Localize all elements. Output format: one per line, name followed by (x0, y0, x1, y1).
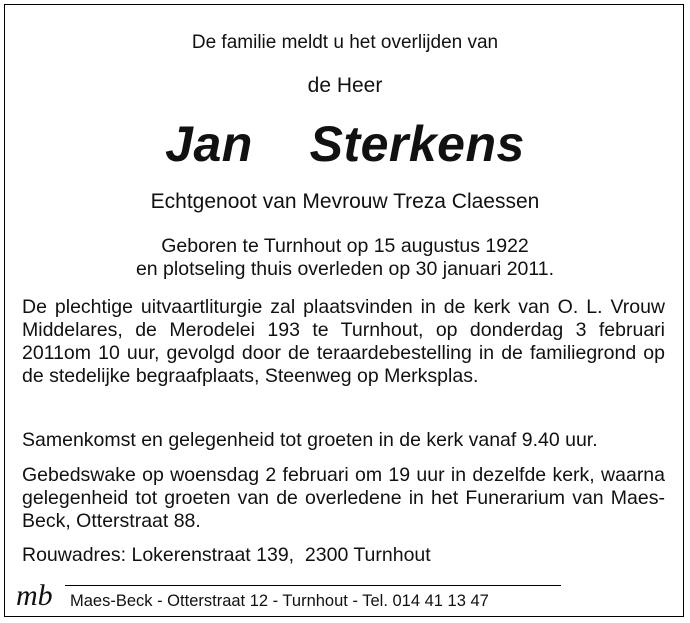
spouse-line: Echtgenoot van Mevrouw Treza Claessen (150, 190, 540, 213)
footer-divider (65, 585, 561, 586)
funeral-home-logo (14, 575, 60, 613)
birth-line: Geboren te Turnhout op 15 augustus 1922 (161, 235, 529, 257)
honorific: de Heer (307, 74, 383, 97)
gathering-paragraph: Samenkomst en gelegenheid tot groeten in de kerk vanaf 9.40 uur. (22, 429, 598, 451)
mourning-address: Rouwadres: Lokerenstraat 139, 2300 Turnhout (22, 544, 431, 566)
logo-lettering: mb (16, 579, 53, 612)
funeral-home-contact: Maes-Beck - Otterstraat 12 - Turnhout - Tel. 014 41 13 47 (70, 592, 489, 610)
intro-line: De familie meldt u het overlijden van (191, 32, 499, 53)
death-line: en plotseling thuis overleden op 30 januari 2011. (135, 258, 555, 280)
deceased-name: Jan Sterkens (165, 116, 525, 172)
birth-death-dates (0, 235, 690, 281)
wake-paragraph: Gebedswake op woensdag 2 februari om 19 uur in dezelfde kerk, waarna gelegenheid tot groeten van de overledene in het Funerarium van Maes-Beck, Otterstraat 88. (22, 464, 665, 532)
funeral-paragraph: De plechtige uitvaartliturgie zal plaatsvinden in de kerk van O. L. Vrouw Middelares, de Merodelei 193 te Turnhout, op donderdag 3 februari 2011om 10 uur, gevolgd door de teraardebestelling in de familiegrond op de stedelijke begraafplaats, Steenweg op Merksplas. (22, 296, 665, 387)
